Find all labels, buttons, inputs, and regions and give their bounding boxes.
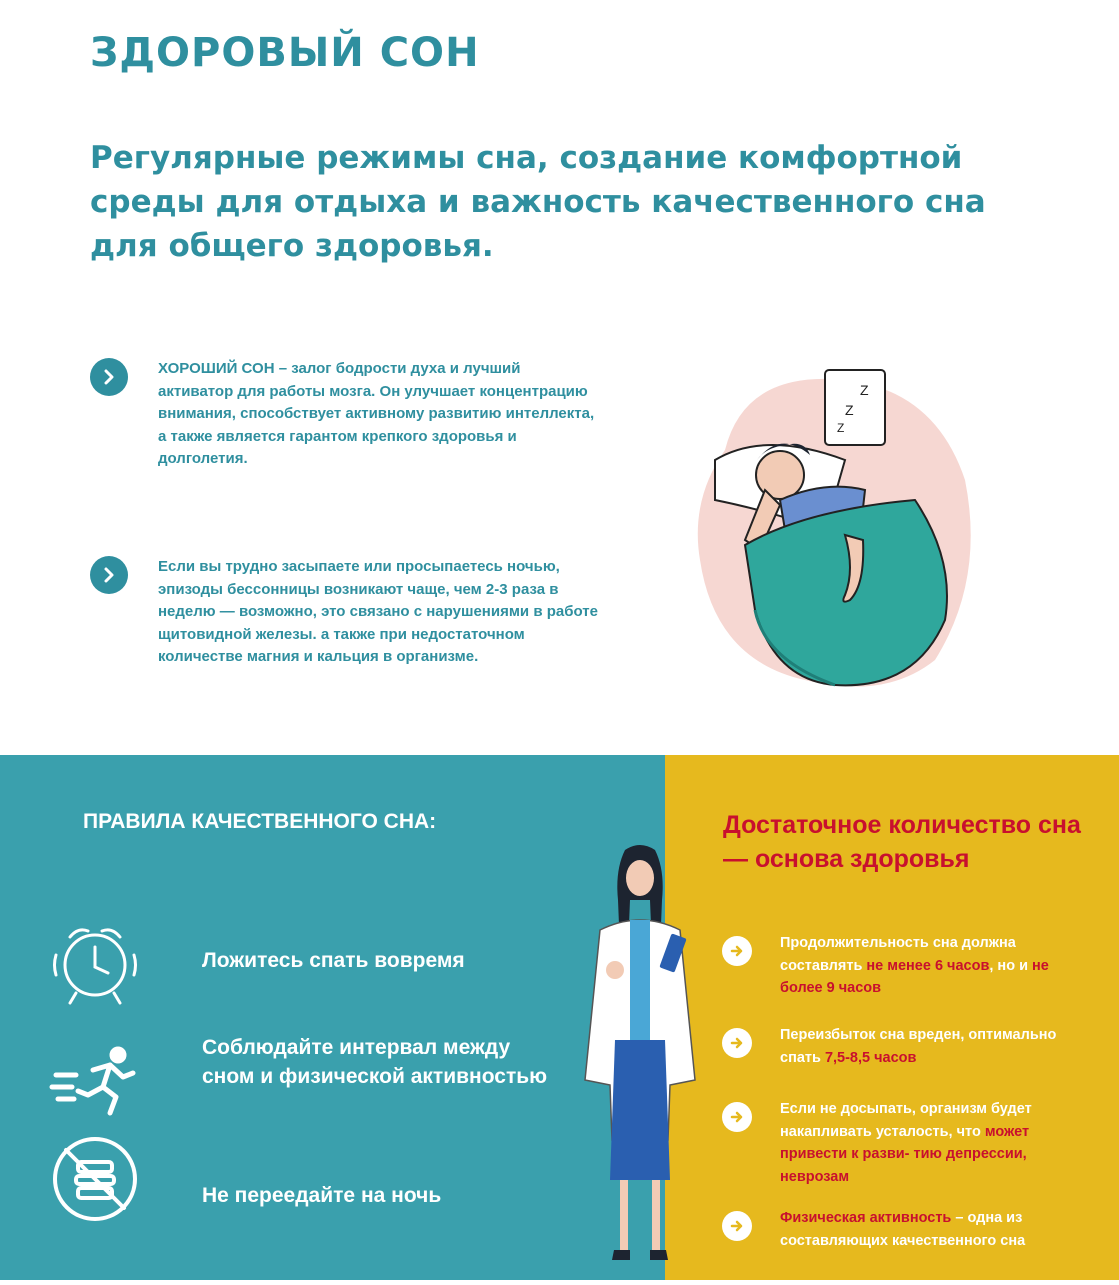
- page-subtitle: Регулярные режимы сна, создание комфортной среды для отдыха и важность качественного сна для общего здоровья.: [90, 140, 986, 264]
- fact-text: [780, 1207, 1070, 1252]
- chevron-right-icon: [90, 358, 128, 396]
- zzz-letter: Z: [845, 402, 854, 418]
- fact-highlight: Физическая активность: [780, 1210, 952, 1226]
- facts-title: Достаточное количество сна — основа здоровья: [723, 811, 1081, 873]
- alarm-clock-icon: [48, 915, 143, 1010]
- info-point-lead: ХОРОШИЙ СОН: [158, 360, 275, 377]
- info-point-text: [158, 358, 598, 471]
- info-point-body: Если вы трудно засыпаете или просыпаетесь ночью, эпизоды бессонницы возникают чаще, чем 2-3 раза в неделю — возможно, это связано с нарушениями в работе щитовидной железы. а также при недостаточном количестве магния и кальция в организме.: [158, 558, 598, 665]
- fact-run: – одна из составляющих качественного сна: [780, 1210, 1026, 1249]
- rule-label: Не переедайте на ночь: [202, 1184, 442, 1207]
- page-title: ЗДОРОВЫЙ СОН: [90, 30, 480, 76]
- zzz-letter: Z: [837, 421, 845, 435]
- fact-highlight: не менее 6 часов: [866, 957, 990, 974]
- fact-run: Продолжительность сна должна составлять: [780, 935, 1016, 974]
- arrow-right-icon: [722, 1102, 752, 1132]
- chevron-right-icon: [90, 556, 128, 594]
- fact-text: [780, 1024, 1070, 1069]
- fact-run: Если не досыпать, организм будет накапливать усталость, что: [780, 1101, 1032, 1140]
- rules-title: ПРАВИЛА КАЧЕСТВЕННОГО СНА:: [83, 810, 437, 833]
- fact-highlight: может привести к разви- тию депрессии, неврозам: [780, 1123, 1030, 1185]
- arrow-right-icon: [722, 936, 752, 966]
- info-point-body: – залог бодрости духа и лучший активатор для работы мозга. Он улучшает концентрацию внимания, способствует активному развитию интеллекта, а также является гарантом крепкого здоровья и долголетия.: [158, 360, 595, 467]
- sleeping-person-icon: [685, 360, 985, 700]
- no-food-icon: [48, 1132, 143, 1227]
- arrow-right-icon: [722, 1211, 752, 1241]
- doctor-woman-icon: [570, 840, 710, 1280]
- arrow-right-icon: [722, 1028, 752, 1058]
- fact-run: , но и: [989, 957, 1033, 974]
- fact-highlight: 7,5-8,5 часов: [824, 1049, 917, 1066]
- running-person-icon: [48, 1035, 143, 1130]
- rule-label: Ложитесь спать вовремя: [202, 949, 465, 972]
- zzz-letter: Z: [860, 382, 869, 398]
- fact-text: [780, 1098, 1070, 1188]
- fact-highlight: не более 9 часов: [780, 957, 1049, 996]
- rule-label: Соблюдайте интервал между сном и физической активностью: [202, 1036, 548, 1088]
- fact-run: Переизбыток сна вреден, оптимально спать: [780, 1027, 1057, 1066]
- fact-text: [780, 932, 1070, 1000]
